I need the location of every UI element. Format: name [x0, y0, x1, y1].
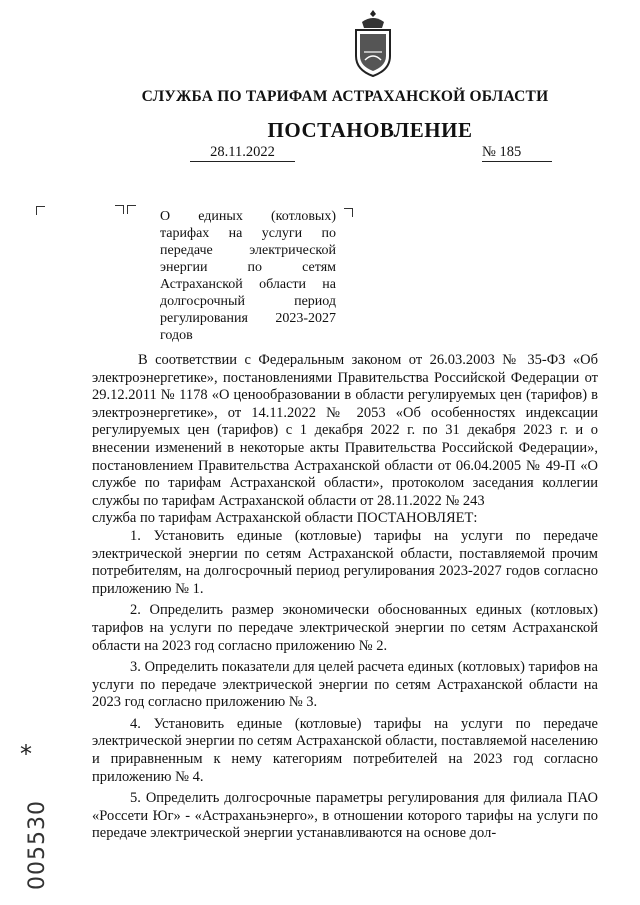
stamp-number-text: 005530 — [25, 800, 50, 890]
item-paragraph-2: 2. Определить размер экономически обоснованных единых (котловых) тарифов на услуги по передаче электрической энергии по сетям Астраханской области на 2023 год согласно приложению № 2. — [92, 602, 598, 654]
page-stamp-number — [14, 772, 54, 892]
item-paragraph-4: 4. Установить единые (котловые) тарифы на услуги по передаче электрической энергии по сетям Астраханской области, поставляемой населению и приравненным к нему категориям потребителей на 2023 год согласно приложению № 4. — [92, 715, 598, 785]
preamble-paragraph: В соответствии с Федеральным законом от 26.03.2003 № 35-ФЗ «Об электроэнергетике», постановлениями Правительства Российской Федерации от 29.12.2011 № 1178 «О ценообразовании в области регулируемых цен (тарифов) в электроэнергетике», от 14.11.2022 № 2053 «Об особенностях индексации регулируемых цен (тарифов) с 1 декабря 2022 г. по 31 декабря 2023 г. и о внесении изменений в некоторые акты Правительства Российской Федерации», постановлением Правительства Астраханской области от 06.04.2005 № 49-П «О службе по тарифам Астраханской области», протоколом заседания коллегии службы по тарифам Астраханской области от 28.11.2022 № 243 — [92, 352, 598, 509]
document-subject: О единых (котловых) тарифах на услуги по передаче электрической энергии по сетям Астраханской области на долгосрочный период регулирования 2023-2027 годов — [160, 209, 336, 343]
corner-mark — [115, 205, 124, 214]
decree-line: служба по тарифам Астраханской области ПОСТАНОВЛЯЕТ: — [92, 510, 478, 527]
document-date: 28.11.2022 — [190, 144, 295, 162]
corner-mark — [127, 205, 136, 214]
item-paragraph-1: 1. Установить единые (котловые) тарифы на услуги по передаче электрической энергии по сетям Астраханской области, поставляемой прочим потребителям, на долгосрочный период регулирования 2023-2027 годов согласно приложению № 1. — [92, 527, 598, 597]
item-paragraph-5: 5. Определить долгосрочные параметры регулирования для филиала ПАО «Россети Юг» - «Астраханьэнерго», в отношении которого тарифы на услуги по передаче электрической энергии устанавливаются на основе дол- — [92, 790, 598, 842]
coat-of-arms-icon — [350, 8, 396, 80]
document-number: № 185 — [482, 144, 552, 162]
corner-mark — [344, 208, 353, 217]
document-type: ПОСТАНОВЛЕНИЕ — [267, 118, 473, 142]
organization-name: СЛУЖБА ПО ТАРИФАМ АСТРАХАНСКОЙ ОБЛАСТИ — [141, 88, 549, 105]
item-paragraph-3: 3. Определить показатели для целей расчета единых (котловых) тарифов на услуги по передаче электрической энергии по сетям Астраханской области на 2023 год согласно приложению № 3. — [92, 659, 598, 711]
corner-mark — [36, 206, 45, 215]
document-body — [92, 352, 598, 843]
asterisk-mark: * — [20, 740, 32, 768]
